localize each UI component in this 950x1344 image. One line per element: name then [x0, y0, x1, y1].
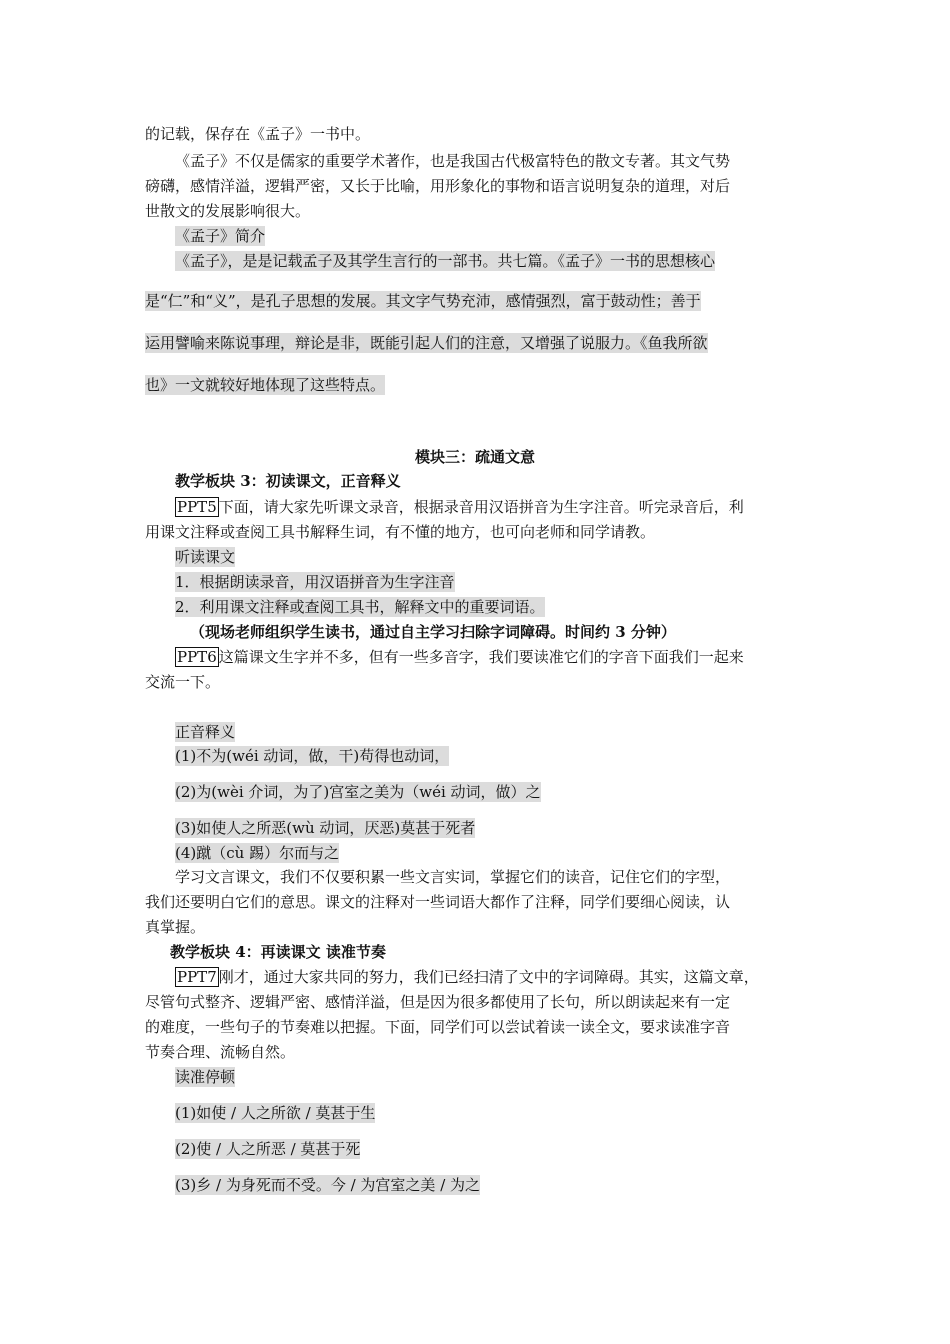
zhengyin-item2 [175, 781, 541, 803]
brief-line4 [145, 374, 385, 396]
brief-line3 [145, 332, 708, 354]
zhengyin-item1 [175, 745, 449, 767]
listen-item2-text: 2．利用课文注释或查阅工具书，解释文中的重要词语。 [175, 598, 545, 616]
module3-title: 模块三：疏通文意 [414, 448, 535, 466]
listen-title-text: 听读课文 [175, 548, 236, 566]
ppt5-line2: 用课文注释或查阅工具书解释生词，有不懂的地方，也可向老师和同学请教。 [145, 523, 656, 541]
listen-item1 [175, 571, 455, 593]
zhengyin-item4-text: (4)蹴（cù 踢）尔而与之 [175, 844, 340, 862]
ppt7-line1 [175, 966, 759, 988]
pause-item1-text: (1)如使 / 人之所欲 / 莫甚于生 [175, 1104, 376, 1122]
pause-item2-text: (2)使 / 人之所恶 / 莫甚于死 [175, 1140, 361, 1158]
zhengyin-item4 [175, 842, 339, 864]
brief-line3-text: 运用譬喻来陈说事理，辩论是非，既能引起人们的注意，又增强了说服力。《鱼我所欲 [145, 334, 708, 352]
pause-item1 [175, 1102, 375, 1124]
brief-line2-text: 是“仁”和“义”，是孔子思想的发展。其文字气势充沛，感情强烈，富于鼓动性；善于 [145, 292, 701, 310]
ppt7-line4: 节奏合理、流畅自然。 [145, 1043, 296, 1061]
pause-title-text: 读准停顿 [175, 1068, 236, 1086]
brief-title [175, 225, 265, 247]
block4-title: 教学板块 4：再读课文 读准节奏 [170, 943, 386, 961]
listen-item1-text: 1．根据朗读录音，用汉语拼音为生字注音 [175, 573, 455, 591]
study-line2: 我们还要明白它们的意思。课文的注释对一些词语大都作了注释，同学们要细心阅读，认 [145, 893, 731, 911]
zhengyin-item3 [175, 817, 475, 839]
ppt5-line1 [175, 496, 744, 518]
pause-title [175, 1066, 235, 1088]
pause-item2 [175, 1138, 360, 1160]
ppt7-line2: 尽管句式整齐、逻辑严密、感情洋溢，但是因为很多都使用了长句，所以朗读起来有一定 [145, 993, 731, 1011]
zhengyin-title-text: 正音释义 [175, 723, 236, 741]
study-line3: 真掌握。 [145, 918, 206, 936]
ppt7-line3: 的难度，一些句子的节奏难以把握。下面，同学们可以尝试着读一读全文，要求读准字音 [145, 1018, 731, 1036]
pause-item3-text: (3)乡 / 为身死而不受。今 / 为宫室之美 / 为之 [175, 1176, 481, 1194]
block3-title: 教学板块 3：初读课文，正音释义 [175, 472, 401, 490]
zhengyin-item2-text: (2)为(wèi 介词，为了)宫室之美为（wéi 动词，做）之 [175, 783, 541, 801]
listen-item2 [175, 596, 545, 618]
brief-line1-text: 《孟子》，是是记载孟子及其学生言行的一部书。共七篇。《孟子》一书的思想核心 [175, 252, 716, 270]
teacher-note: （现场老师组织学生读书，通过自主学习扫除字词障碍。时间约 3 分钟） [190, 623, 676, 641]
brief-line2 [145, 290, 701, 312]
brief-line4-text: 也》一文就较好地体现了这些特点。 [145, 376, 386, 394]
listen-title [175, 546, 235, 568]
ppt6-line1 [175, 646, 744, 668]
brief-title-text: 《孟子》简介 [175, 227, 266, 245]
ppt7-line1-text: 刚才，通过大家共同的努力，我们已经扫清了文中的字词障碍。其实，这篇文章， [218, 968, 759, 986]
ppt6-line2: 交流一下。 [145, 673, 221, 691]
study-line1: 学习文言课文，我们不仅要积累一些文言实词，掌握它们的读音，记住它们的字型， [175, 868, 731, 886]
zhengyin-item1-text: (1)不为(wéi 动词，做，干)苟得也动词， [175, 747, 450, 765]
ppt6-line1-text: 这篇课文生字并不多，但有一些多音字，我们要读准它们的字音下面我们一起来 [218, 648, 744, 666]
intro-para-line2: 磅礴，感情洋溢，逻辑严密，又长于比喻，用形象化的事物和语言说明复杂的道理，对后 [145, 177, 731, 195]
ppt6-tag: PPT6 [177, 648, 217, 666]
brief-line1 [175, 250, 715, 272]
intro-para-line1: 《孟子》不仅是儒家的重要学术著作，也是我国古代极富特色的散文专著。其文气势 [175, 152, 731, 170]
zhengyin-item3-text: (3)如使人之所恶(wù 动词，厌恶)莫甚于死者 [175, 819, 476, 837]
intro-line-top: 的记载，保存在《孟子》一书中。 [145, 125, 371, 143]
ppt7-tag: PPT7 [177, 968, 217, 986]
zhengyin-title [175, 721, 235, 743]
ppt5-tag: PPT5 [177, 498, 217, 516]
pause-item3 [175, 1174, 480, 1196]
intro-para-line3: 世散文的发展影响很大。 [145, 202, 311, 220]
ppt5-line1-text: 下面，请大家先听课文录音，根据录音用汉语拼音为生字注音。听完录音后，利 [218, 498, 744, 516]
